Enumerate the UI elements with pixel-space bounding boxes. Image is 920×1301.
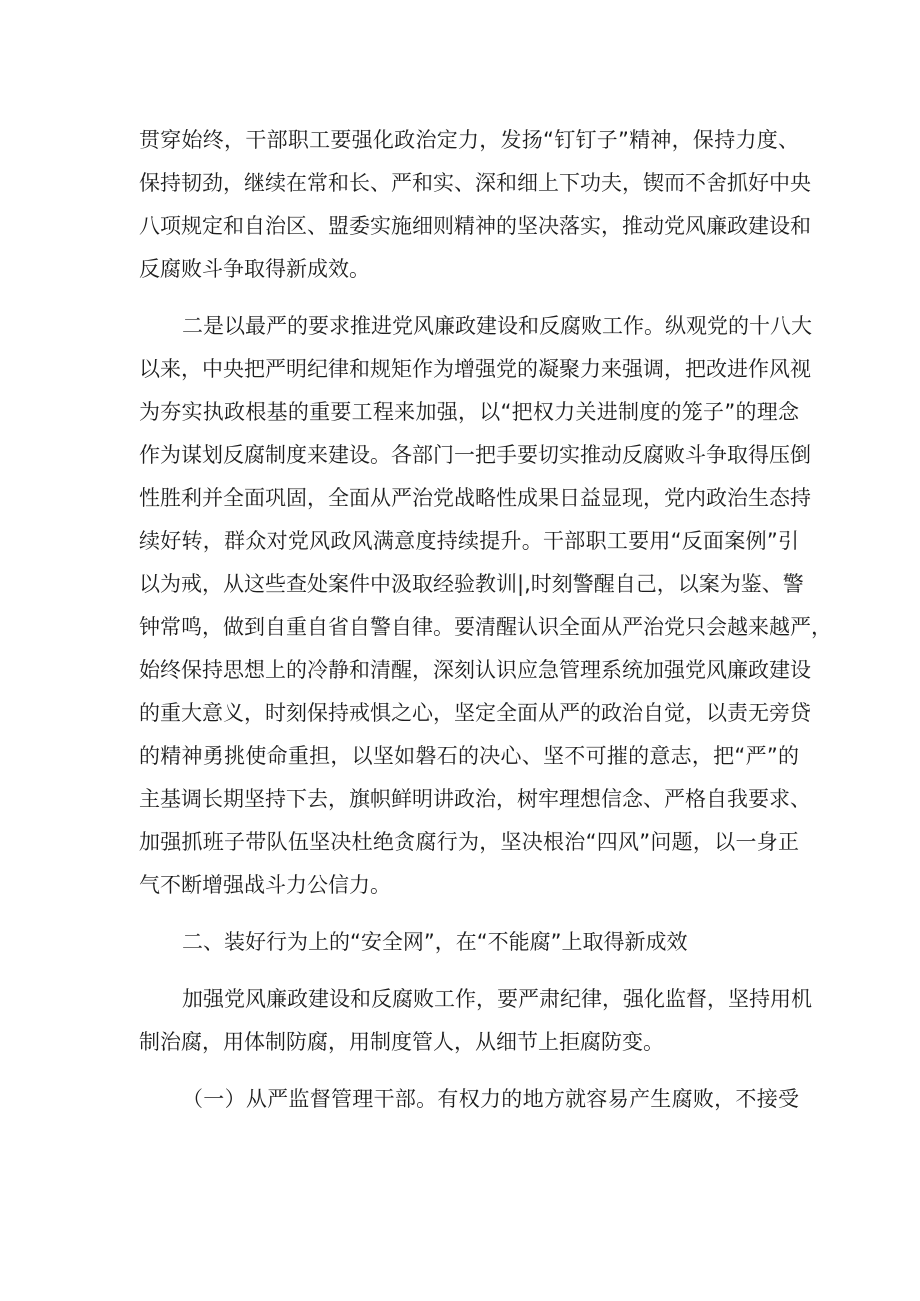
text-line: 钟常鸣，做到自重自省自警自律。要清醒认识全面从严治党只会越来越严， — [139, 615, 832, 639]
text-line: 贯穿始终，干部职工要强化政治定力，发扬“钉钉子”精神，保持力度、 — [139, 128, 799, 152]
text-line: 以来，中央把严明纪律和规矩作为增强党的凝聚力来强调，把改进作风视 — [139, 357, 811, 381]
section-heading: 二、装好行为上的“安全网”，在“不能腐”上取得新成效 — [182, 930, 688, 954]
text-line: 主基调长期坚持下去，旗帜鲜明讲政治，树牢理想信念、严格自我要求、 — [139, 787, 811, 811]
text-line: （一）从严监督管理干部。有权力的地方就容易产生腐败，不接受 — [182, 1087, 799, 1111]
text-line: 性胜利并全面巩固，全面从严治党战略性成果日益显现，党内政治生态持 — [139, 486, 811, 510]
text-line: 的重大意义，时刻保持戒惧之心，坚定全面从严的政治自觉，以责无旁贷 — [139, 701, 811, 725]
text-line: 的精神勇挑使命重担，以坚如磐石的决心、坚不可摧的意志，把“严”的 — [139, 744, 799, 768]
text-line: 八项规定和自治区、盟委实施细则精神的坚决落实，推动党风廉政建设和 — [139, 214, 811, 238]
text-line: 保持韧劲，继续在常和长、严和实、深和细上下功夫，锲而不舍抓好中央 — [139, 171, 811, 195]
text-line: 作为谋划反腐制度来建设。各部门一把手要切实推动反腐败斗争取得压倒 — [139, 443, 811, 467]
text-line: 气不断增强战斗力公信力。 — [139, 873, 391, 897]
text-line: 加强抓班子带队伍坚决杜绝贪腐行为，坚决根治“四风”问题，以一身正 — [139, 830, 799, 854]
text-line: 反腐败斗争取得新成效。 — [139, 257, 370, 281]
text-line: 始终保持思想上的冷静和清醒，深刻认识应急管理系统加强党风廉政建设 — [139, 658, 811, 682]
text-line: 加强党风廉政建设和反腐败工作，要严肃纪律，强化监督，坚持用机 — [182, 987, 812, 1011]
text-line: 为夯实执政根基的重要工程来加强，以“把权力关进制度的笼子”的理念 — [139, 400, 799, 424]
text-line: 续好转，群众对党风政风满意度持续提升。干部职工要用“反面案例”引 — [139, 529, 799, 553]
text-line: 制治腐，用体制防腐，用制度管人，从细节上拒腐防变。 — [139, 1030, 664, 1054]
text-line: 以为戒，从这些查处案件中汲取经验教训|,时刻警醒自己，以案为鉴、警 — [139, 572, 804, 596]
text-line: 二是以最严的要求推进党风廉政建设和反腐败工作。纵观党的十八大 — [182, 314, 812, 338]
